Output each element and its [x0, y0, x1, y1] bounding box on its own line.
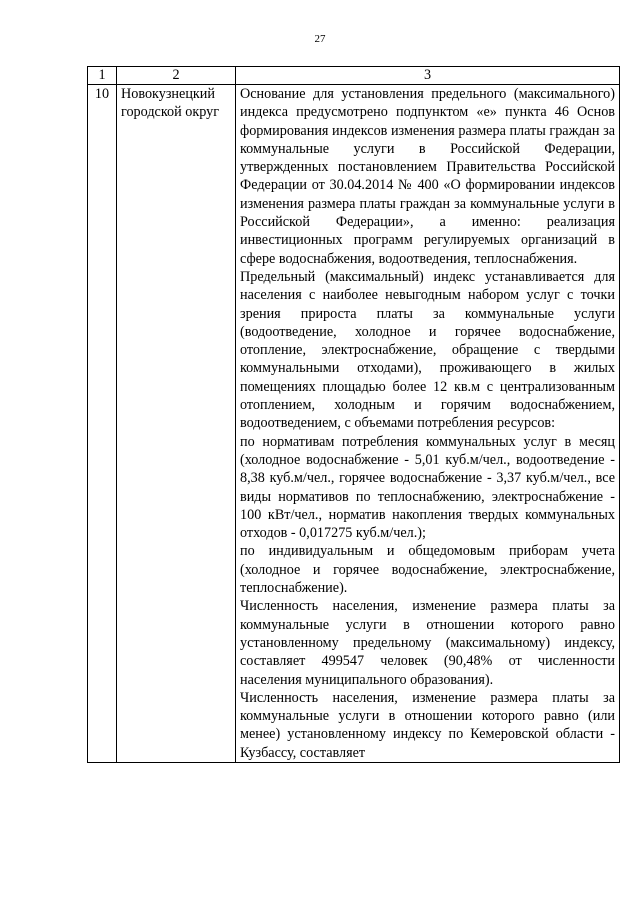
indices-table: [87, 66, 620, 763]
page-number: 27: [314, 33, 326, 45]
paragraph-basis: Основание для установления предельного (максимального) индекса предусмотрено подпунктом «е» пункта 46 Основ формирования индексов изменения размера платы граждан за коммунальные услуги в Российской Федерации, утвержденных постановлением Правительства Российской Федерации от 30.04.2014 № 400 «О формировании индексов изменения размера платы граждан за коммунальные услуги в Российской Федерации», а именно: реализация инвестиционных программ регулируемых организаций в сфере водоснабжения, водоотведения, теплоснабжения.: [240, 86, 615, 267]
paragraph-metering: по индивидуальным и общедомовым приборам учета (холодное и горячее водоснабжение, электроснабжение, теплоснабжение).: [240, 543, 615, 597]
description-cell: [236, 85, 620, 763]
paragraph-index-population: Предельный (максимальный) индекс устанавливается для населения с наиболее невыгодным набором услуг с точки зрения прироста платы за коммунальные услуги (водоотведение, холодное и горячее водоснабжение, отопление, электроснабжение, обращение с твердыми коммунальными отходами), проживающего в жилых помещениях площадью более 12 кв.м с централизованным отоплением, холодным и горячим водоснабжением, водоотведением, с объемами потребления ресурсов:: [240, 268, 615, 432]
paragraph-population-equal: Численность населения, изменение размера платы за коммунальные услуги в отношении которого равно установленному предельному (максимальному) индексу, составляет 499547 человек (90,48% от численности населения муниципального образования).: [240, 598, 615, 688]
header-cell-1: 1: [88, 67, 117, 85]
municipality-cell: Новокузнецкий городской округ: [117, 85, 236, 763]
header-cell-3: 3: [236, 67, 620, 85]
table-header-row: [88, 67, 620, 85]
table-row: [88, 85, 620, 763]
paragraph-population-less: Численность населения, изменение размера платы за коммунальные услуги в отношении которого равно (или менее) установленному индексу по Кемеровской области - Кузбассу, составляет: [240, 689, 615, 761]
paragraph-consumption-norms: по нормативам потребления коммунальных услуг в месяц (холодное водоснабжение - 5,01 куб.м/чел., водоотведение - 8,38 куб.м/чел., горячее водоснабжение - 3,37 куб.м/чел., все виды нормативов по теплоснабжению, электроснабжение - 100 кВт/чел., норматив накопления твердых коммунальных отходов - 0,017275 куб.м/чел.);: [240, 433, 615, 542]
row-number-cell: 10: [88, 85, 117, 763]
header-cell-2: 2: [117, 67, 236, 85]
